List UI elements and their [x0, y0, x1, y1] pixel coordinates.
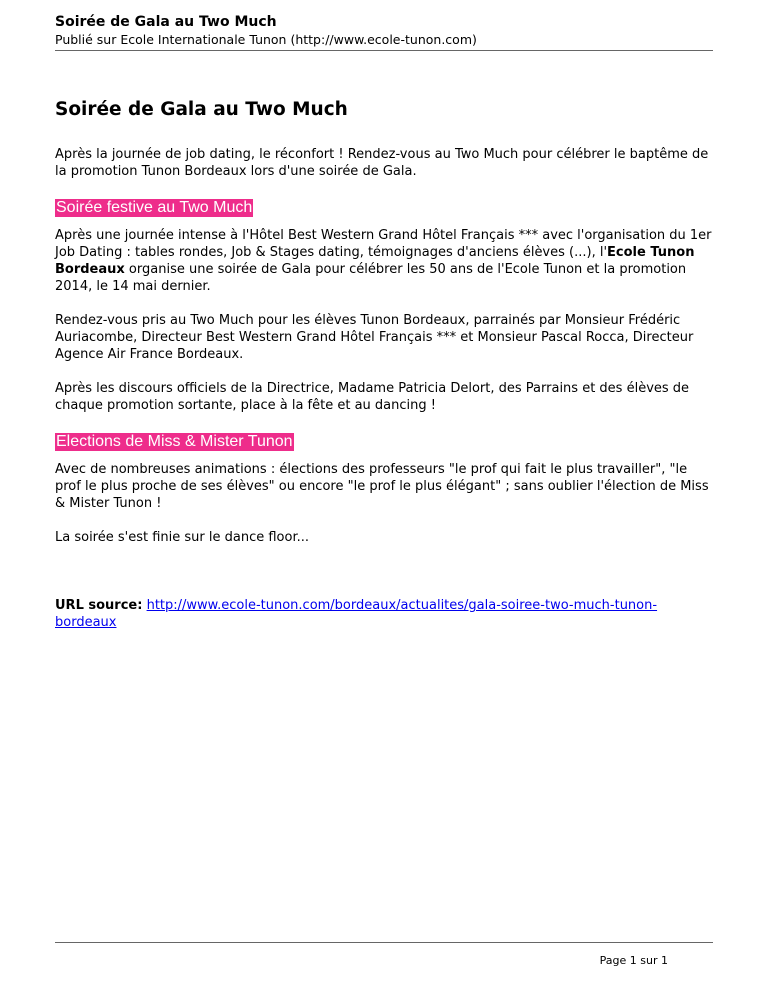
header-divider	[55, 50, 713, 51]
header-title: Soirée de Gala au Two Much	[55, 14, 277, 30]
intro-paragraph: Après la journée de job dating, le réconfort ! Rendez-vous au Two Much pour célébrer le baptême de la promotion Tunon Bordeaux lors d'une soirée de Gala.	[55, 147, 709, 179]
url-source-label: URL source:	[55, 598, 143, 613]
header-subtitle: Publié sur Ecole Internationale Tunon (http://www.ecole-tunon.com)	[55, 32, 477, 47]
section-heading-festive: Soirée festive au Two Much	[56, 199, 253, 216]
section1-paragraph-3: Après les discours officiels de la Directrice, Madame Patricia Delort, des Parrains et des élèves de chaque promotion sortante, place à la fête et au dancing !	[55, 381, 690, 413]
footer-divider	[55, 942, 713, 943]
section1-paragraph-1	[55, 227, 715, 295]
section1-p1-text-start: Après une journée intense à l'Hôtel Best Western Grand Hôtel Français *** avec l'organisation du 1er Job Dating : tables rondes, Job & Stages dating, témoignages d'anciens élèves (...), l'	[55, 228, 712, 260]
school-name-bold: Ecole Tunon Bordeaux	[55, 245, 695, 277]
url-source	[55, 597, 715, 631]
section2-paragraph-1: Avec de nombreuses animations : élections des professeurs "le prof qui fait le plus travailler", "le prof le plus proche de ses élèves" ou encore "le prof le plus élégant" ; sans oublier l'élection de Miss & Mister Tunon !	[55, 462, 709, 511]
page-number: Page 1 sur 1	[599, 954, 668, 967]
section1-paragraph-2: Rendez-vous pris au Two Much pour les élèves Tunon Bordeaux, parrainés par Monsieur Frédéric Auriacombe, Directeur Best Western Grand Hôtel Français *** et Monsieur Pascal Rocca, Directeur Agence Air France Bordeaux.	[55, 313, 694, 362]
page-header	[55, 13, 713, 48]
section2-paragraph-2: La soirée s'est finie sur le dance floor...	[55, 530, 309, 545]
section-heading-elections: Elections de Miss & Mister Tunon	[56, 433, 293, 450]
article-content	[55, 98, 715, 631]
article-title: Soirée de Gala au Two Much	[55, 99, 348, 120]
section1-p1-text-end: organise une soirée de Gala pour célébrer les 50 ans de l'Ecole Tunon et la promotion 2014, le 14 mai dernier.	[55, 262, 687, 294]
source-link[interactable]: http://www.ecole-tunon.com/bordeaux/actualites/gala-soiree-two-much-tunon-bordeaux	[55, 598, 658, 630]
